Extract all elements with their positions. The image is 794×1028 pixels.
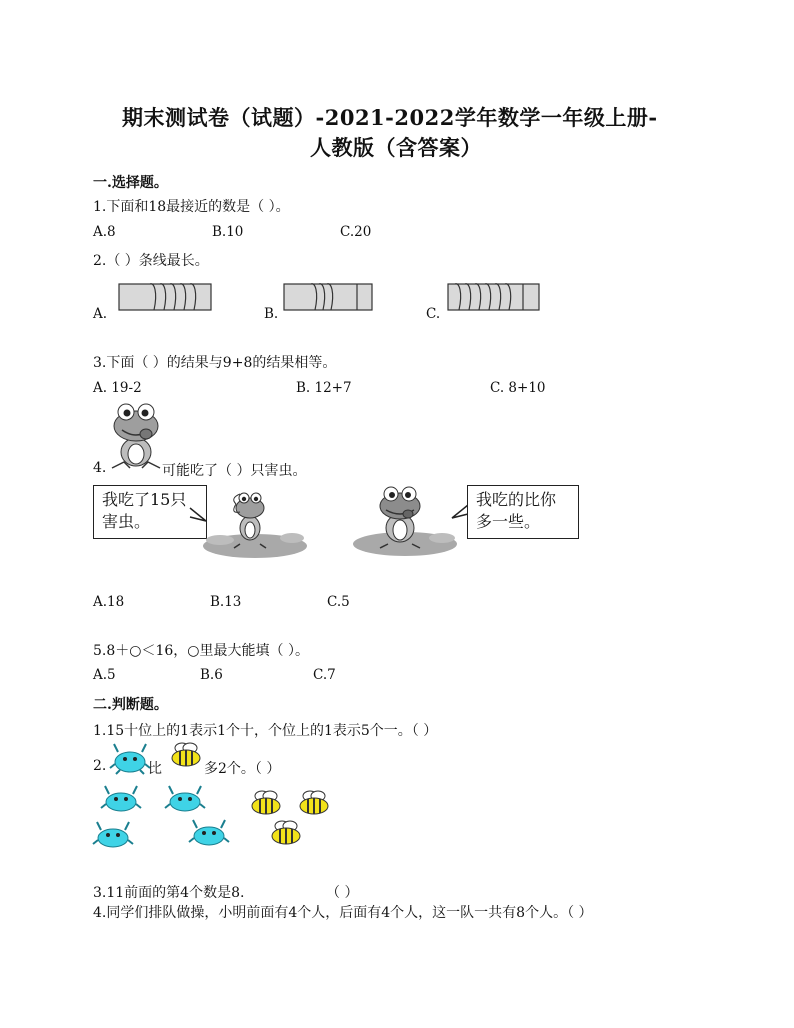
bar-a-figure	[118, 282, 213, 312]
question-1: 1.下面和18最接近的数是（ ）。	[93, 199, 290, 215]
option-2b: B.	[264, 306, 279, 322]
option-4b: B.13	[210, 594, 242, 610]
option-5c: C.7	[313, 667, 336, 683]
frog-icon	[108, 402, 164, 472]
option-4c: C.5	[327, 594, 350, 610]
bar-c-figure	[447, 282, 542, 312]
section-heading-judge: 二.判断题。	[93, 697, 168, 713]
question-3: 3.下面（ ）的结果与9+8的结果相等。	[93, 355, 337, 371]
judge-question-3-paren: （ ）	[326, 885, 359, 901]
option-3b: B. 12+7	[296, 380, 352, 396]
option-1a: A.8	[93, 224, 116, 240]
crab-group-figure	[93, 780, 233, 854]
option-5b: B.6	[200, 667, 223, 683]
option-5a: A.5	[93, 667, 116, 683]
judge-question-2-mid: 比	[148, 761, 162, 777]
question-2: 2.（ ）条线最长。	[93, 253, 209, 269]
option-2a: A.	[93, 306, 108, 322]
section-heading-choice: 一.选择题。	[93, 175, 168, 191]
bee-icon	[168, 740, 204, 770]
frog-big-scene	[350, 484, 460, 564]
judge-question-3: 3.11前面的第4个数是8.	[93, 885, 245, 901]
option-1c: C.20	[340, 224, 372, 240]
option-1b: B.10	[212, 224, 244, 240]
option-2c: C.	[426, 306, 441, 322]
judge-question-4: 4.同学们排队做操，小明前面有4个人，后面有4个人，这一队一共有8个人。（ ）	[93, 905, 593, 921]
question-4: 可能吃了（ ）只害虫。	[162, 463, 307, 479]
bar-b-figure	[283, 282, 375, 312]
frog-small-scene	[200, 488, 310, 566]
speech-bubble-left: 我吃了15只害虫。	[93, 485, 207, 539]
question-5: 5.8＋○＜16，○里最大能填（ ）。	[93, 643, 309, 659]
page-title: 期末测试卷（试题）-2021-2022学年数学一年级上册-	[122, 105, 658, 130]
crab-icon	[110, 742, 150, 774]
bee-group-figure	[244, 786, 349, 850]
page-subtitle: 人教版（含答案）	[310, 135, 482, 160]
option-3a: A. 19-2	[93, 380, 142, 396]
judge-question-1: 1.15十位上的1表示1个十，个位上的1表示5个一。（ ）	[93, 723, 438, 739]
judge-question-2: 多2个。（ ）	[204, 761, 281, 777]
speech-bubble-right: 我吃的比你多一些。	[467, 485, 579, 539]
option-3c: C. 8+10	[490, 380, 546, 396]
question-4-prefix: 4.	[93, 460, 107, 476]
judge-question-2-prefix: 2.	[93, 758, 107, 774]
option-4a: A.18	[93, 594, 125, 610]
